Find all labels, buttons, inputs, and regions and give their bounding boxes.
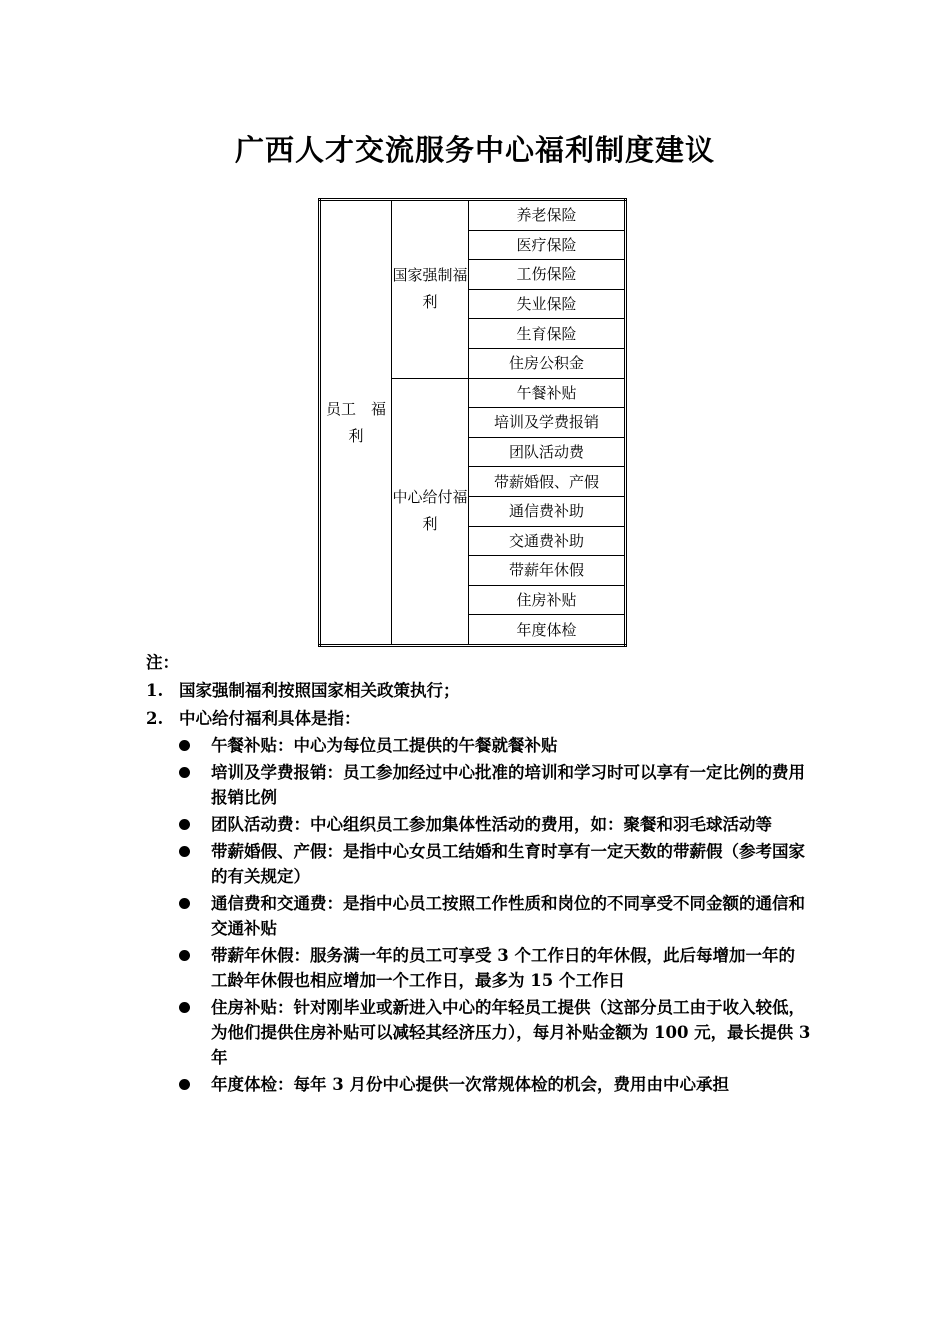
table-item: 失业保险 [469,289,626,319]
bullet-icon [179,846,190,857]
note-text: 中心给付福利具体是指： [179,709,361,728]
table-item: 住房公积金 [469,348,626,378]
bullet-icon [179,950,190,961]
bullet-text: 通信费和交通费：是指中心员工按照工作性质和岗位的不同享受不同金额的通信和交通补贴 [211,894,805,938]
table-item: 通信费补助 [469,496,626,526]
table-item: 带薪婚假、产假 [469,467,626,497]
benefit-bullet-list [179,733,811,1097]
bullet-text: 住房补贴：针对刚毕业或新进入中心的年轻员工提供（这部分员工由于收入较低，为他们提供住房补贴可以减轻其经济压力），每月补贴金额为 100 元，最长提供 3 年 [211,998,811,1067]
table-item: 养老保险 [469,200,626,231]
group-cell-mandatory: 国家强制福利 [392,200,469,379]
note-text: 国家强制福利按照国家相关政策执行； [179,681,460,700]
table-item: 团队活动费 [469,437,626,467]
bullet-icon [179,740,190,751]
bullet-text: 午餐补贴：中心为每位员工提供的午餐就餐补贴 [211,736,558,755]
bullet-text: 年度体检：每年 3 月份中心提供一次常规体检的机会，费用由中心承担 [211,1075,729,1094]
bullet-item [179,760,811,810]
table-item: 交通费补助 [469,526,626,556]
bullet-item [179,733,811,758]
notes-numbered-list [146,678,811,1097]
table-item: 医疗保险 [469,230,626,260]
bullet-item [179,891,811,941]
note-item-1 [146,678,811,703]
bullet-item [179,1072,811,1097]
table-item: 培训及学费报销 [469,408,626,438]
bullet-text: 带薪年休假：服务满一年的员工可享受 3 个工作日的年休假，此后每增加一年的工龄年休假也相应增加一个工作日，最多为 15 个工作日 [211,946,795,990]
table-item: 住房补贴 [469,585,626,615]
note-number: 1. [146,681,164,700]
page-title: 广西人才交流服务中心福利制度建议 [234,133,715,167]
notes-heading: 注： [146,653,179,672]
bullet-item [179,943,811,993]
note-number: 2. [146,709,164,728]
bullet-icon [179,767,190,778]
table-item: 工伤保险 [469,260,626,290]
bullet-item [179,812,811,837]
bullet-item [179,839,811,889]
bullet-text: 团队活动费：中心组织员工参加集体性活动的费用，如：聚餐和羽毛球活动等 [211,815,772,834]
notes-section [146,650,811,1100]
table-item: 带薪年休假 [469,556,626,586]
group-cell-center: 中心给付福利 [392,378,469,645]
note-item-2 [146,706,811,1097]
table-item: 午餐补贴 [469,378,626,408]
bullet-icon [179,898,190,909]
bullet-item [179,995,811,1070]
bullet-text: 带薪婚假、产假：是指中心女员工结婚和生育时享有一定天数的带薪假（参考国家的有关规定） [211,842,805,886]
bullet-text: 培训及学费报销：员工参加经过中心批准的培训和学习时可以享有一定比例的费用报销比例 [211,763,805,807]
bullet-icon [179,819,190,830]
welfare-table [318,198,627,647]
bullet-icon [179,1079,190,1090]
table-item: 年度体检 [469,615,626,646]
table-root-cell: 员工 福利 [320,200,392,646]
table-item: 生育保险 [469,319,626,349]
bullet-icon [179,1002,190,1013]
